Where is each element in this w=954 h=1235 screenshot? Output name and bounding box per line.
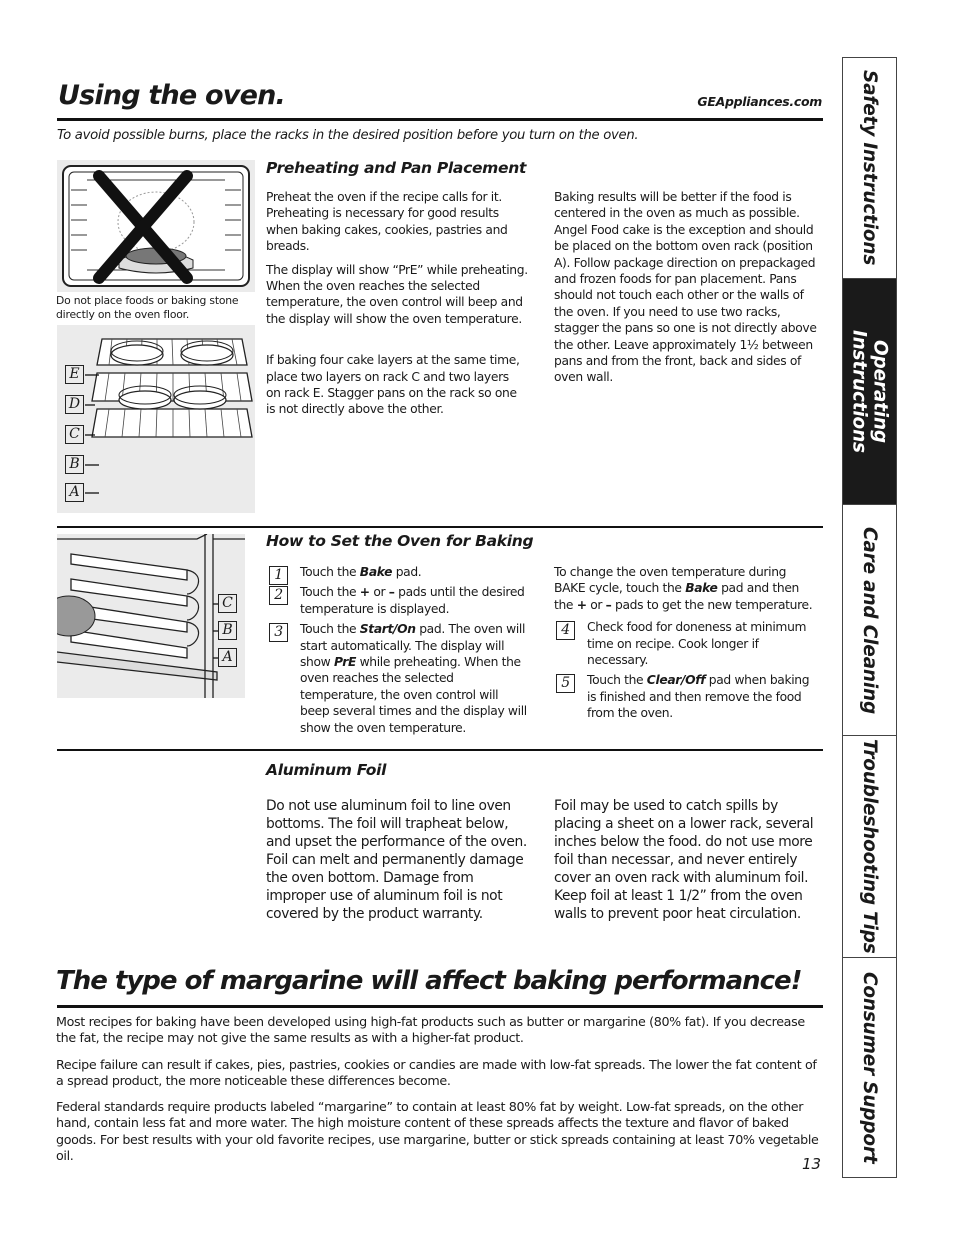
baking-col-right xyxy=(554,564,818,726)
preheat-p2: The display will show “PrE” while preheating. When the oven reaches the selected temperature, the oven control will beep and the display will show the oven temperature. xyxy=(266,262,528,326)
preheat-heading: Preheating and Pan Placement xyxy=(266,159,527,177)
page-number: 13 xyxy=(802,1155,822,1173)
step-number-5: 5 xyxy=(556,674,575,693)
rack-label-b: B xyxy=(65,455,84,474)
step-number-4: 4 xyxy=(556,621,575,640)
preheat-col-left xyxy=(266,189,530,425)
rack-label-b: B xyxy=(218,621,237,640)
margarine-p1: Most recipes for baking have been developed using high-fat products such as butter or margarine (80% fat). If you decrease the fat, the recipe may not give the same results as with a higher-fat product. xyxy=(56,1014,805,1046)
step-number-1: 1 xyxy=(269,566,288,585)
baking-rule xyxy=(57,526,823,528)
preheat-p3: If baking four cake layers at the same time, place two layers on rack C and two layers on rack E. Stagger pans on the rack so one is not directly above the other. xyxy=(266,353,520,417)
rack-illustration xyxy=(57,325,255,513)
margarine-p2: Recipe failure can result if cakes, pies, pastries, cookies or candies are made with low-fat spreads. The lower the fat content of a spread product, the more noticeable these differences become. xyxy=(56,1056,817,1088)
tab-consumer-support[interactable]: Consumer Support xyxy=(842,957,897,1178)
oven-floor-figure xyxy=(57,160,255,292)
foil-p2: Foil may be used to catch spills by placing a sheet on a lower rack, several inches below the food. do not use more foil than necessar, and never entirely cover an oven rack with aluminum foil. Keep foil at least 1 1/2” from the oven walls to prevent poor heat circulation. xyxy=(554,798,814,922)
clear-off-pad-label: Clear/Off xyxy=(646,673,706,688)
tab-safety-instructions[interactable]: Safety Instructions xyxy=(842,57,897,279)
website-url: GEAppliances.com xyxy=(697,94,822,109)
oven-floor-illustration xyxy=(57,160,255,292)
page-title: Using the oven. xyxy=(58,80,285,111)
preheat-p1: Preheat the oven if the recipe calls for it. Preheating is necessary for good results when baking cakes, cookies, pastries and breads. xyxy=(266,190,508,254)
rack-label-a: A xyxy=(65,483,84,502)
intro-text: To avoid possible burns, place the racks in the desired position before you turn on the oven. xyxy=(57,128,639,143)
margarine-body xyxy=(56,1014,826,1164)
tab-troubleshooting-tips[interactable]: Troubleshooting Tips xyxy=(842,735,897,958)
tab-operating-instructions[interactable]: Operating Instructions xyxy=(842,278,897,505)
preheat-p4: Baking results will be better if the food is centered in the oven as much as possible. Angel Food cake is the exception and should be placed on the bottom oven rack (position A). Follow package direction on prepackaged and frozen foods for pan placement. Pans should not touch each other or the walls of the oven. If you need to use two racks, stagger the pans so one is not directly above the other. Leave approximately 1½ between pans and from the front, back and sides of oven wall. xyxy=(554,190,817,385)
oven-racks-illustration xyxy=(57,534,245,698)
figure-caption: Do not place foods or baking stone directly on the oven floor. xyxy=(56,294,239,321)
rack-label-c: C xyxy=(218,594,237,613)
baking-steps-left xyxy=(269,564,527,740)
baking-step-1: 1 Touch the Bake pad. xyxy=(269,564,527,580)
change-temperature-text: To change the oven temperature during BAKE cycle, touch the Bake pad and then the + or – pads to get the new temperature. xyxy=(554,565,813,612)
baking-step-5: 5 Touch the Clear/Off pad when baking is finished and then remove the food from the oven. xyxy=(556,672,818,721)
rack-positions-figure xyxy=(57,325,255,513)
margarine-p3: Federal standards require products labeled “margarine” to contain at least 80% fat by weight. Low-fat spreads, on the other hand, contain less fat and more water. The high moisture content of these spreads affects the texture and flavor of baked goods. For best results with your old favorite recipes, use margarine, butter or stick spreads containing at least 70% vegetable oil. xyxy=(56,1099,819,1164)
title-rule xyxy=(57,118,823,121)
step-number-2: 2 xyxy=(269,586,288,605)
rack-label-d: D xyxy=(65,395,84,414)
foil-p1: Do not use aluminum foil to line oven bottoms. The foil will trapheat below, and upset the performance of the oven. Foil can melt and permanently damage the oven bottom. Damage from improper use of aluminum foil is not covered by the product warranty. xyxy=(266,798,527,922)
step-number-3: 3 xyxy=(269,623,288,642)
baking-step-4: 4 Check food for doneness at minimum time on recipe. Cook longer if necessary. xyxy=(556,619,818,668)
foil-heading: Aluminum Foil xyxy=(266,761,387,779)
rack-bake-figure xyxy=(57,534,245,698)
start-on-pad-label: Start/On xyxy=(359,622,416,637)
rack-label-a: A xyxy=(218,648,237,667)
margarine-title: The type of margarine will affect baking performance! xyxy=(56,966,802,996)
foil-rule xyxy=(57,749,823,751)
baking-heading: How to Set the Oven for Baking xyxy=(266,532,534,550)
rack-label-c: C xyxy=(65,425,84,444)
preheat-col-right xyxy=(554,189,820,393)
baking-step-2: 2 Touch the + or – pads until the desired temperature is displayed. xyxy=(269,584,527,617)
margarine-rule xyxy=(57,1005,823,1008)
rack-label-e: E xyxy=(65,365,84,384)
bake-pad-label: Bake xyxy=(359,565,393,579)
baking-step-3: 3 Touch the Start/On pad. The oven will start automatically. The display will show PrE while preheating. When the oven reaches the selected temperature, the oven control will beep several times and the display will show the oven temperature. xyxy=(269,621,527,736)
tab-care-and-cleaning[interactable]: Care and Cleaning xyxy=(842,504,897,736)
